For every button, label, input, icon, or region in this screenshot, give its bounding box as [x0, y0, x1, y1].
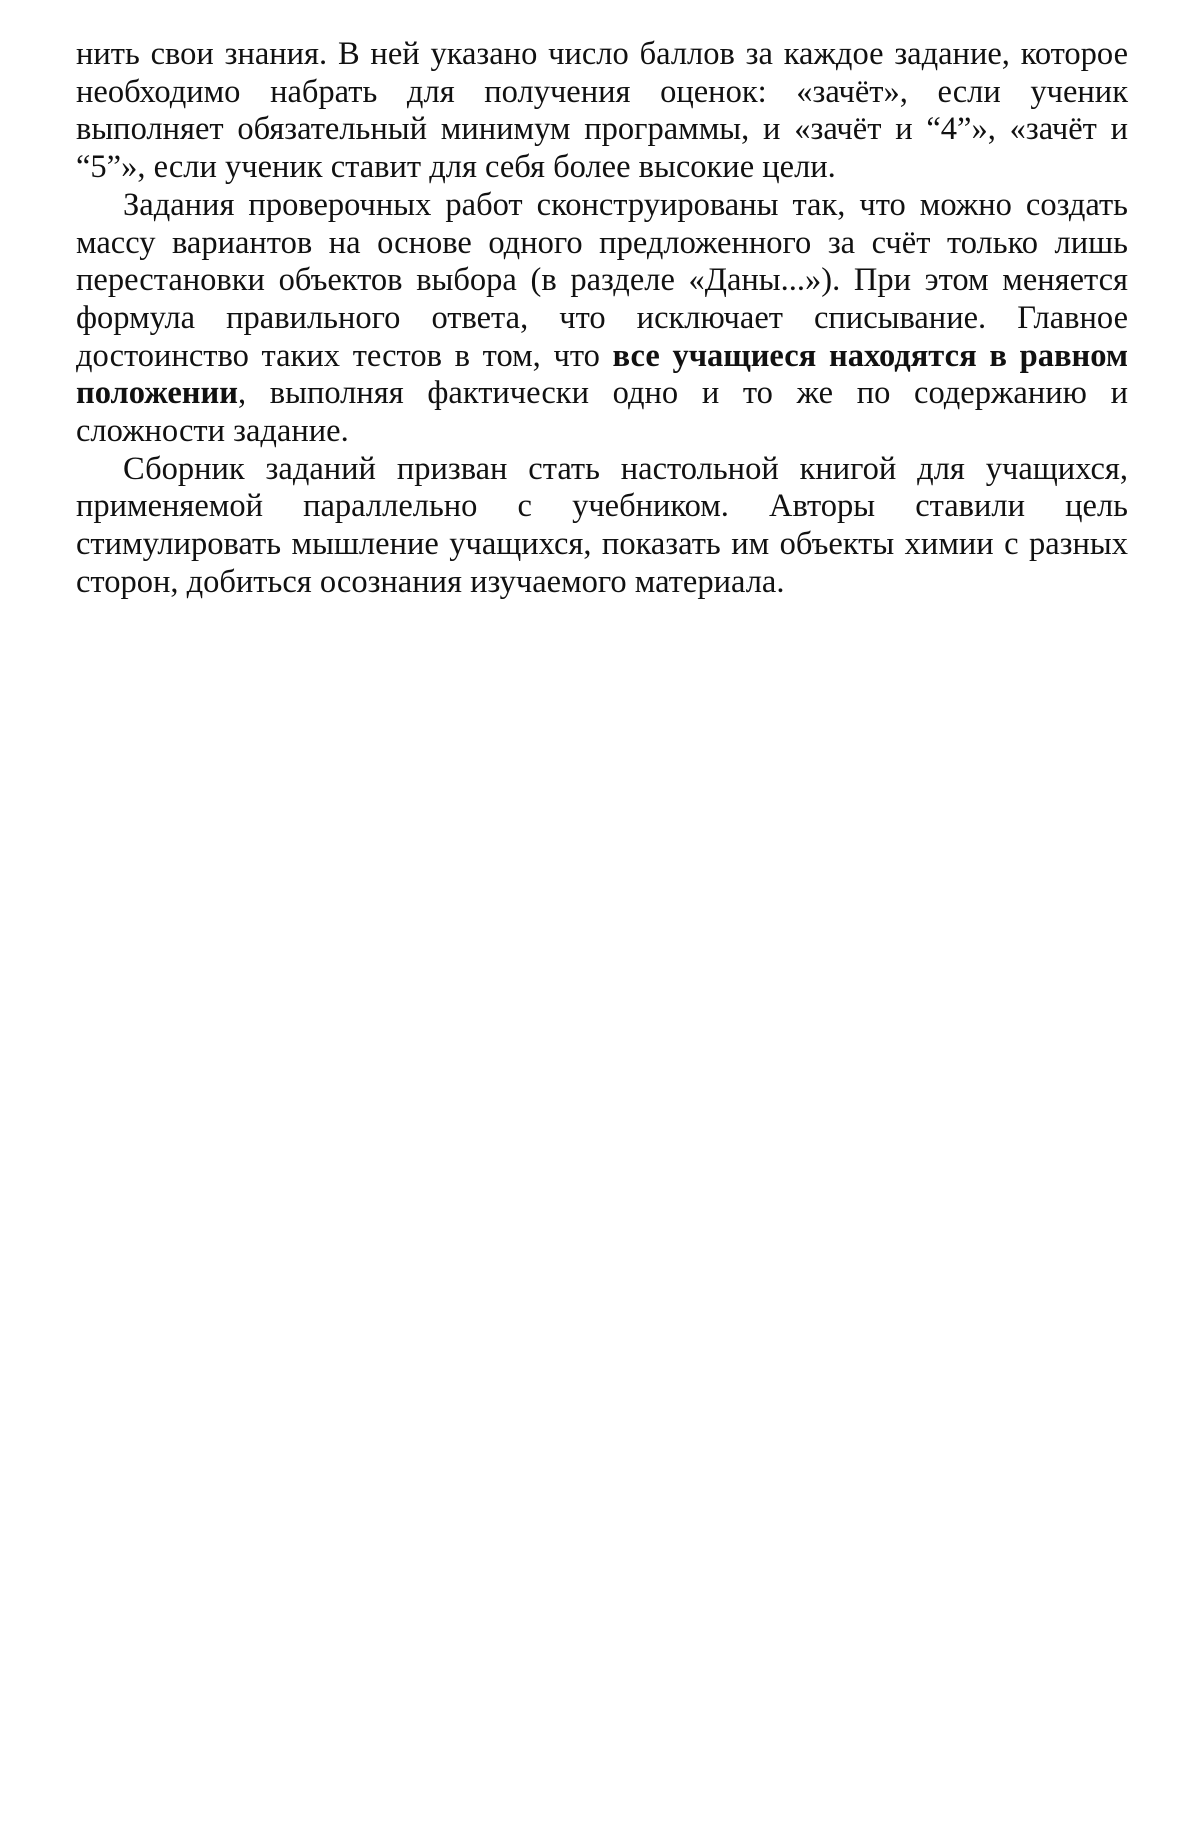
paragraph-3-text: Сборник заданий призван стать настольной книгой для учащихся, применяемой параллельно с учебником. Авторы ставили цель стимулировать мышление учащихся, показать им объекты химии с разных сторон, добиться осознания изучаемого материала.	[76, 450, 1128, 600]
paragraph-1-text: нить свои знания. В ней указано число баллов за каждое задание, которое необходимо набрать для получения оценок: «зачёт», если ученик выполняет обязательный минимум программы, и «зачёт и “4”», «зачёт и “5”», если ученик ставит для себя более высокие цели.	[76, 36, 1128, 186]
body-text	[76, 36, 1128, 602]
paragraph-3	[76, 451, 1128, 602]
paragraph-2	[76, 187, 1128, 451]
paragraph-2-text-end: , выполняя фактически одно и то же по содержанию и сложности задание.	[76, 375, 1128, 450]
paragraph-2-text-start: Задания проверочных работ сконструированы так, что можно создать массу вариантов на основе одного предложенного за счёт только лишь перестановки объектов выбора (в разделе «Даны...»). При этом меняется формула правильного ответа, что исключает списывание. Главное достоинство таких тестов в том, что	[76, 186, 1128, 374]
paragraph-1	[76, 36, 1128, 187]
paragraph-2-bold-phrase: все учащиеся находятся в равном положении	[76, 337, 1128, 412]
